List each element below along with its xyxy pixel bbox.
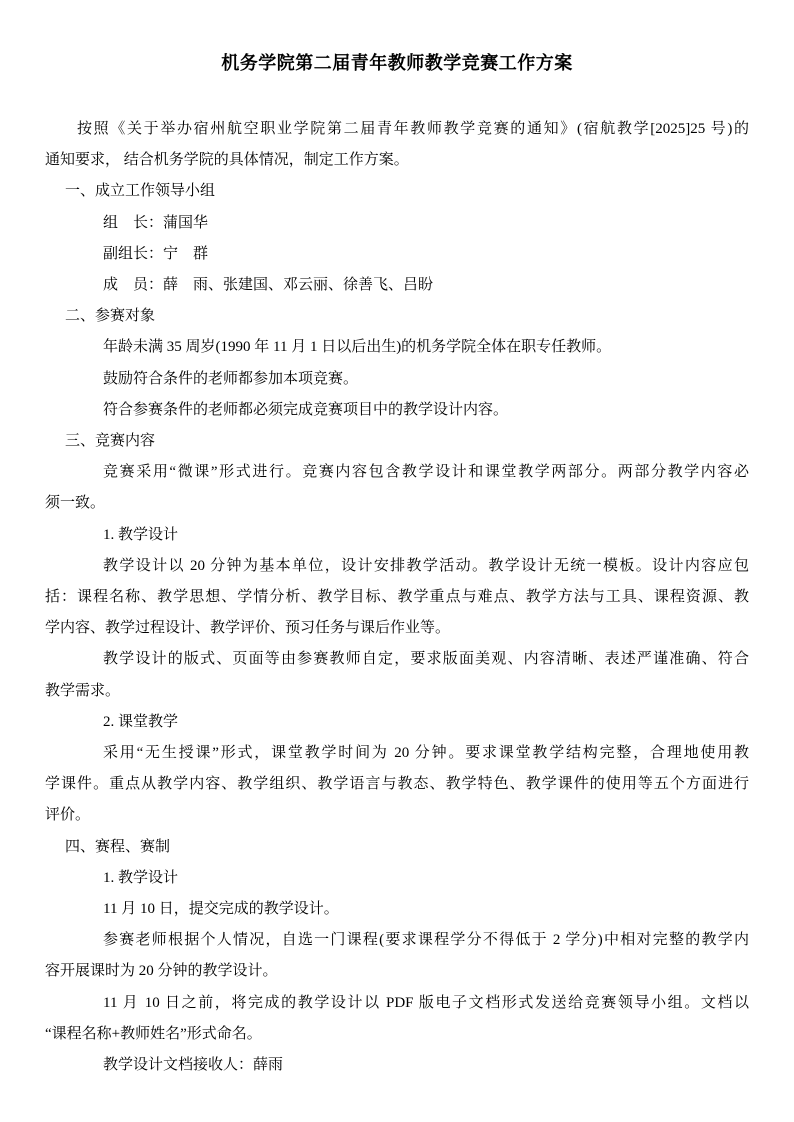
text-line: 1. 教学设计 — [103, 869, 179, 886]
paragraph — [45, 208, 749, 239]
paragraph — [45, 988, 749, 1050]
text-line: 括：课程名称、教学思想、学情分析、教学目标、教学重点与难点、教学方法与工具、课程资源、教 — [45, 589, 749, 606]
document-body — [45, 114, 749, 1081]
text-line: 参赛老师根据个人情况，自选一门课程(要求课程学分不得低于 2 学分)中相对完整的教学内 — [103, 932, 749, 949]
text-line: 竞赛采用“微课”形式进行。竞赛内容包含教学设计和课堂教学两部分。两部分教学内容必 — [103, 464, 749, 481]
text-line: 四、赛程、赛制 — [65, 838, 171, 855]
paragraph — [45, 426, 749, 457]
text-line: 11 月 10 日，提交完成的教学设计。 — [103, 901, 339, 918]
paragraph — [45, 707, 749, 738]
text-line: 年龄未满 35 周岁(1990 年 11 月 1 日以后出生)的机务学院全体在职专任教师。 — [103, 339, 612, 356]
text-line: 鼓励符合条件的老师都参加本项竞赛。 — [103, 370, 359, 387]
paragraph — [45, 395, 749, 426]
text-line: 符合参赛条件的老师都必须完成竞赛项目中的教学设计内容。 — [103, 401, 509, 418]
text-line: 教学设计的版式、页面等由参赛教师自定，要求版面美观、内容清晰、表述严谨准确、符合 — [103, 651, 749, 668]
paragraph — [45, 644, 749, 706]
text-line: 容开展课时为 20 分钟的教学设计。 — [45, 963, 278, 980]
text-line: 三、竞赛内容 — [65, 433, 156, 450]
paragraph — [45, 114, 749, 176]
text-line: 组 长：蒲国华 — [103, 214, 209, 231]
text-line: 通知要求， 结合机务学院的具体情况，制定工作方案。 — [45, 152, 409, 169]
text-line: 1. 教学设计 — [103, 526, 179, 543]
text-line: 2. 课堂教学 — [103, 713, 179, 730]
paragraph — [45, 457, 749, 519]
text-line: 须一致。 — [45, 495, 106, 512]
text-line: 学课件。重点从教学内容、教学组织、教学语言与教态、教学特色、教学课件的使用等五个方面进行 — [45, 776, 749, 793]
text-line: 评价。 — [45, 807, 91, 824]
paragraph — [45, 364, 749, 395]
text-line: 二、参赛对象 — [65, 308, 156, 325]
paragraph — [45, 863, 749, 894]
paragraph — [45, 301, 749, 332]
paragraph — [45, 332, 749, 363]
text-line: 采用“无生授课”形式，课堂教学时间为 20 分钟。要求课堂教学结构完整，合理地使用教 — [103, 745, 749, 762]
paragraph — [45, 1050, 749, 1081]
paragraph — [45, 738, 749, 832]
text-line: 一、成立工作领导小组 — [65, 183, 216, 200]
text-line: 成 员：薛 雨、张建国、邓云丽、徐善飞、吕盼 — [103, 277, 434, 294]
text-line: 11 月 10 日之前，将完成的教学设计以 PDF 版电子文档形式发送给竞赛领导小组。文档以 — [103, 994, 749, 1011]
paragraph — [45, 832, 749, 863]
text-line: 学内容、教学过程设计、教学评价、预习任务与课后作业等。 — [45, 620, 451, 637]
paragraph — [45, 270, 749, 301]
paragraph — [45, 894, 749, 925]
document-title: 机务学院第二届青年教师教学竞赛工作方案 — [221, 53, 573, 73]
paragraph — [45, 520, 749, 551]
text-line: “课程名称+教师姓名”形式命名。 — [45, 1025, 262, 1042]
text-line: 教学需求。 — [45, 682, 121, 699]
text-line: 教学设计以 20 分钟为基本单位，设计安排教学活动。教学设计无统一模板。设计内容应包 — [103, 557, 749, 574]
paragraph — [45, 551, 749, 645]
paragraph — [45, 925, 749, 987]
text-line: 副组长：宁 群 — [103, 245, 209, 262]
text-line: 按照《关于举办宿州航空职业学院第二届青年教师教学竞赛的通知》(宿航教学[2025]25 号)的 — [77, 121, 749, 137]
paragraph — [45, 239, 749, 270]
paragraph — [45, 176, 749, 207]
text-line: 教学设计文档接收人：薛雨 — [103, 1057, 284, 1074]
